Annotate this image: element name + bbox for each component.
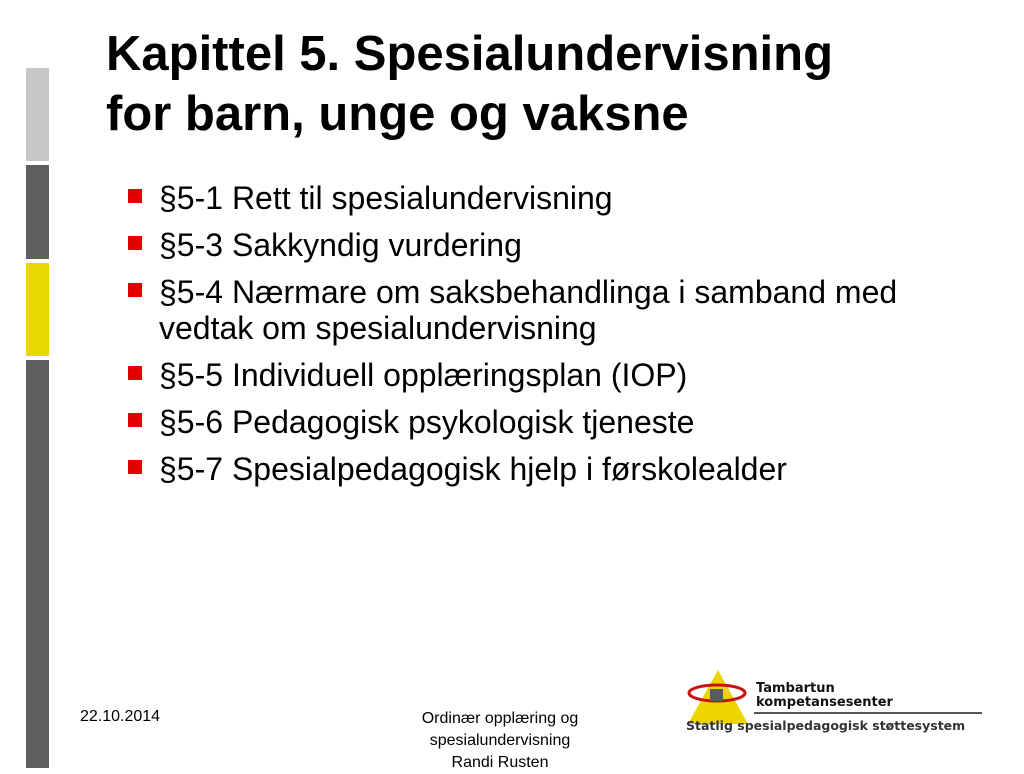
bullet-item xyxy=(126,357,986,393)
logo-square-shape xyxy=(710,689,723,701)
slide-title xyxy=(106,24,1006,144)
footer-date: 22.10.2014 xyxy=(80,708,161,725)
bullet-square-icon xyxy=(128,236,142,250)
logo-tagline: Statlig spesialpedagogisk støttesystem xyxy=(686,718,966,733)
bullet-text: §5-1 Rett til spesialundervisning xyxy=(159,180,613,216)
bullet-square-icon xyxy=(128,283,142,297)
bullet-item xyxy=(126,404,986,440)
bullet-square-icon xyxy=(128,366,142,380)
bullet-item xyxy=(126,180,986,216)
side-bar-segment-dark xyxy=(26,165,49,259)
logo-name xyxy=(756,682,893,710)
logo-name-line-2: kompetansesenter xyxy=(756,695,893,710)
bullet-item xyxy=(126,451,986,487)
bullet-text: §5-5 Individuell opplæringsplan (IOP) xyxy=(159,357,688,393)
bullet-text: §5-4 Nærmare om saksbehandlinga i samband med vedtak om spesialundervisning xyxy=(159,274,898,346)
bullet-square-icon xyxy=(128,189,142,203)
bullet-square-icon xyxy=(128,413,142,427)
footer-line-1: Ordinær opplæring og xyxy=(421,710,579,727)
side-bar-segment-dark-bottom xyxy=(26,360,49,768)
side-bar-segment-yellow xyxy=(26,263,49,356)
side-bar-segment-light xyxy=(26,68,49,161)
slide-title-line-2: for barn, unge og vaksne xyxy=(106,87,689,141)
logo-name-line-1: Tambartun xyxy=(756,681,835,696)
bullet-text: §5-7 Spesialpedagogisk hjelp i førskolealder xyxy=(159,451,787,487)
slide-title-line-1: Kapittel 5. Spesialundervisning xyxy=(106,27,834,81)
footer-line-2: spesialundervisning xyxy=(429,732,571,749)
footer-center-text xyxy=(380,708,620,774)
logo-divider xyxy=(754,712,982,714)
bullet-square-icon xyxy=(128,460,142,474)
bullet-item xyxy=(126,274,986,346)
bullet-text: §5-6 Pedagogisk psykologisk tjeneste xyxy=(159,404,695,440)
footer-line-3: Randi Rusten xyxy=(451,754,549,771)
bullet-text: §5-3 Sakkyndig vurdering xyxy=(159,227,522,263)
bullet-list xyxy=(126,180,986,498)
bullet-item xyxy=(126,227,986,263)
